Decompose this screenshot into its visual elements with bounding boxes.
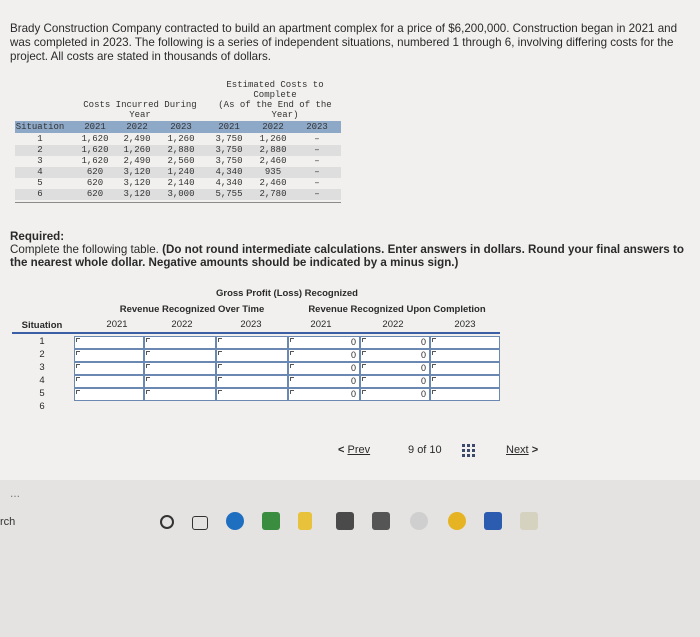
cell-marker-icon [146, 351, 150, 355]
cell-marker-icon [362, 390, 366, 394]
over-time-group-header: Revenue Recognized Over Time [119, 304, 265, 315]
prev-button[interactable] [338, 444, 370, 456]
cell-marker-icon [76, 377, 80, 381]
cell-marker-icon [290, 351, 294, 355]
teams-icon[interactable] [262, 512, 280, 530]
cell-value: 0 [420, 350, 426, 360]
cell: 1,620 [81, 156, 109, 166]
cell: 3,000 [167, 189, 195, 199]
cell-value: 0 [420, 376, 426, 386]
est-cost-header-4: Year) [271, 110, 299, 120]
answer-input[interactable] [360, 349, 430, 362]
answer-input[interactable] [360, 362, 430, 375]
answer-input[interactable] [430, 349, 500, 362]
cell: 3,120 [123, 167, 151, 177]
cell-marker-icon [290, 338, 294, 342]
cell-value: 0 [420, 337, 426, 347]
required-note: (Do not round intermediate calculations. Enter answers in dollars. Round your final answers to the nearest whole dollar. Negative amounts should be indicated by a minus sign.) [10, 243, 684, 269]
answer-input[interactable] [288, 362, 360, 375]
answer-input[interactable] [430, 375, 500, 388]
cell-marker-icon [432, 351, 436, 355]
cell: 1,620 [81, 134, 109, 144]
situation-number: 4 [39, 375, 45, 386]
cell-marker-icon [218, 351, 222, 355]
cell: 3,120 [123, 178, 151, 188]
answer-header-rule [12, 332, 500, 334]
cell: 3,750 [215, 145, 243, 155]
given-row [15, 189, 341, 200]
cell: 1,260 [167, 134, 195, 144]
chevron-right-icon: > [531, 444, 539, 456]
answer-table-title: Gross Profit (Loss) Recognized [216, 288, 358, 299]
required-heading: Required: [10, 230, 65, 243]
next-button[interactable] [506, 444, 538, 456]
cell-value: 0 [420, 389, 426, 399]
situation-number: 5 [37, 178, 43, 188]
answer-input[interactable] [430, 388, 500, 401]
year-header: 2021 [218, 122, 240, 132]
given-row [15, 178, 341, 189]
answer-input[interactable] [144, 375, 216, 388]
year-header: 2023 [240, 319, 262, 330]
completion-group-header: Revenue Recognized Upon Completion [308, 304, 486, 315]
cell-value: 0 [350, 363, 356, 373]
cell-value: 0 [420, 363, 426, 373]
answer-input[interactable] [74, 388, 144, 401]
year-header: 2022 [382, 319, 404, 330]
cell: 2,880 [167, 145, 195, 155]
cell-marker-icon [218, 338, 222, 342]
costs-incurred-header-2: Year [129, 110, 151, 120]
cell: 2,780 [259, 189, 287, 199]
cell: 3,750 [215, 156, 243, 166]
required-instructions [10, 230, 695, 269]
cell: 4,340 [215, 167, 243, 177]
answer-input[interactable] [74, 362, 144, 375]
given-header-row [15, 122, 341, 133]
cell-marker-icon [146, 377, 150, 381]
cell-marker-icon [218, 364, 222, 368]
year-header: 2021 [106, 319, 128, 330]
answer-input[interactable] [288, 388, 360, 401]
problem-intro: Brady Construction Company contracted to build an apartment complex for a price of $6,200,000. Construction began in 2021 and was completed in 2023. The following is a series of independent situations, numbered 1 through 6, involving differing costs for the project. All costs are stated in thousands of dollars. [10, 22, 678, 63]
situation-number: 6 [37, 189, 43, 199]
est-cost-header-3: (As of the End of the [218, 100, 332, 110]
cell-marker-icon [432, 390, 436, 394]
answer-input[interactable] [216, 362, 288, 375]
edge-icon[interactable] [226, 512, 244, 530]
cell: 620 [86, 189, 104, 199]
year-header: 2023 [454, 319, 476, 330]
est-cost-header-1: Estimated Costs to [226, 80, 324, 90]
cell-marker-icon [432, 364, 436, 368]
situation-number: 3 [39, 362, 45, 373]
next-label[interactable]: Next [506, 444, 529, 456]
year-header: 2022 [171, 319, 193, 330]
answer-input[interactable] [144, 349, 216, 362]
cell-marker-icon [362, 364, 366, 368]
cell: 5,755 [215, 189, 243, 199]
cell: – [314, 145, 320, 155]
situation-number: 2 [37, 145, 43, 155]
answer-input[interactable] [144, 362, 216, 375]
more-icon[interactable]: ... [10, 486, 21, 500]
cell-marker-icon [362, 351, 366, 355]
answer-input[interactable] [430, 336, 500, 349]
year-header: 2023 [170, 122, 192, 132]
situation-header: Situation [15, 122, 65, 132]
cell-value: 0 [350, 337, 356, 347]
cell-marker-icon [76, 351, 80, 355]
answer-input[interactable] [216, 388, 288, 401]
cell-marker-icon [362, 338, 366, 342]
answer-input[interactable] [288, 336, 360, 349]
answer-input[interactable] [74, 349, 144, 362]
cell-marker-icon [146, 338, 150, 342]
cell-marker-icon [432, 338, 436, 342]
calculator-icon[interactable] [520, 512, 538, 530]
cell: – [314, 156, 320, 166]
given-row [15, 156, 341, 167]
answer-input[interactable] [216, 375, 288, 388]
cell: 1,260 [123, 145, 151, 155]
answer-input[interactable] [216, 336, 288, 349]
year-header: 2021 [310, 319, 332, 330]
cell-value: 0 [350, 350, 356, 360]
amazon-icon[interactable] [372, 512, 390, 530]
cell-marker-icon [432, 377, 436, 381]
situation-number: 2 [39, 349, 45, 360]
situation-header: Situation [21, 320, 63, 331]
situation-number: 3 [37, 156, 43, 166]
cell-marker-icon [290, 390, 294, 394]
cell: 4,340 [215, 178, 243, 188]
answer-input[interactable] [288, 375, 360, 388]
answer-table [12, 288, 500, 428]
year-header: 2023 [306, 122, 328, 132]
cell: 2,560 [167, 156, 195, 166]
answer-input[interactable] [360, 375, 430, 388]
cell: 2,490 [123, 156, 151, 166]
situation-number: 1 [37, 134, 43, 144]
given-row [15, 134, 341, 145]
word-icon[interactable] [484, 512, 502, 530]
given-row [15, 145, 341, 156]
app-icon[interactable] [410, 512, 428, 530]
answer-input[interactable] [360, 336, 430, 349]
page-current: 9 [408, 444, 415, 456]
given-data-table [15, 78, 341, 210]
costs-incurred-header-1: Costs Incurred During [83, 100, 197, 110]
taskbar-search-text[interactable]: rch [0, 516, 16, 528]
given-table-bottom-rule [15, 202, 341, 203]
est-cost-header-2: Complete [253, 90, 297, 100]
cell: – [314, 189, 320, 199]
given-row [15, 167, 341, 178]
cell-marker-icon [76, 338, 80, 342]
store-icon[interactable] [336, 512, 354, 530]
cell-value: 0 [350, 389, 356, 399]
cortana-icon[interactable] [160, 515, 174, 529]
answer-input[interactable] [360, 388, 430, 401]
situation-number: 6 [39, 401, 45, 412]
cell: 2,460 [259, 156, 287, 166]
cell-marker-icon [218, 377, 222, 381]
cell: – [314, 178, 320, 188]
prev-label[interactable]: Prev [347, 444, 371, 456]
answer-input[interactable] [74, 336, 144, 349]
answer-input[interactable] [144, 388, 216, 401]
cell-marker-icon [290, 364, 294, 368]
cell-marker-icon [76, 390, 80, 394]
cell: 2,140 [167, 178, 195, 188]
chevron-left-icon: < [338, 444, 345, 456]
cell: 1,240 [167, 167, 195, 177]
cell-marker-icon [218, 390, 222, 394]
situation-number: 1 [39, 336, 45, 347]
cell-marker-icon [146, 364, 150, 368]
cell: 935 [264, 167, 282, 177]
year-header: 2022 [126, 122, 148, 132]
cell: – [314, 167, 320, 177]
cell: 2,490 [123, 134, 151, 144]
answer-input[interactable] [74, 375, 144, 388]
task-view-icon[interactable] [192, 516, 208, 530]
cell: 2,880 [259, 145, 287, 155]
file-explorer-icon[interactable] [298, 512, 312, 530]
required-text: Complete the following table. [10, 243, 159, 256]
year-header: 2021 [84, 122, 106, 132]
question-grid-icon[interactable] [462, 444, 476, 458]
cell: 620 [86, 167, 104, 177]
answer-input[interactable] [216, 349, 288, 362]
cell: 1,260 [259, 134, 287, 144]
answer-input[interactable] [144, 336, 216, 349]
year-header: 2022 [262, 122, 284, 132]
cell-value: 0 [350, 376, 356, 386]
cell: 1,620 [81, 145, 109, 155]
cell-marker-icon [76, 364, 80, 368]
cell: 3,120 [123, 189, 151, 199]
chrome-icon[interactable] [448, 512, 466, 530]
situation-number: 5 [39, 388, 45, 399]
cell-marker-icon [290, 377, 294, 381]
answer-input[interactable] [288, 349, 360, 362]
page-indicator [408, 444, 442, 456]
page-total: of 10 [417, 444, 442, 456]
cell: 3,750 [215, 134, 243, 144]
cell-marker-icon [146, 390, 150, 394]
answer-input[interactable] [430, 362, 500, 375]
cell: 2,460 [259, 178, 287, 188]
cell-marker-icon [362, 377, 366, 381]
situation-number: 4 [37, 167, 43, 177]
cell: – [314, 134, 320, 144]
cell: 620 [86, 178, 104, 188]
